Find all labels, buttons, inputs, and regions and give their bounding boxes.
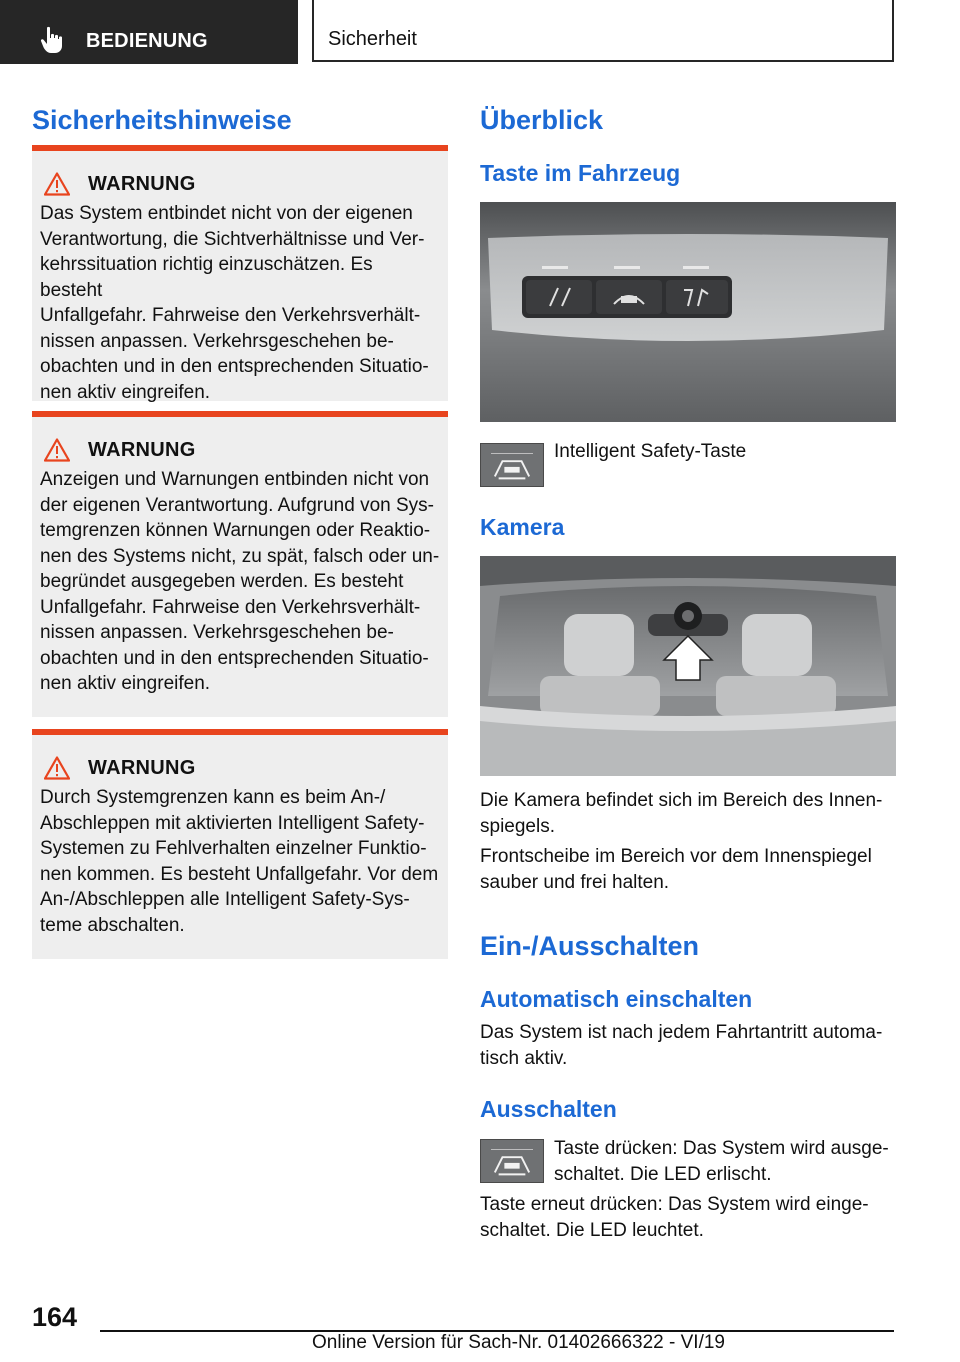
safety-notes-title: Sicherheitshinweise: [32, 105, 292, 135]
section-header-title: Sicherheit: [328, 28, 417, 50]
intelligent-safety-button-icon: [480, 443, 544, 487]
switch-off-text: Taste drücken: Das System wird ausge‐ schaltet. Die LED erlischt.: [554, 1138, 889, 1185]
button-heading: Taste im Fahrzeug: [480, 160, 681, 186]
warning-box: [32, 145, 448, 401]
warning-triangle-icon: [44, 756, 70, 780]
warning-box: [32, 411, 448, 717]
intelligent-safety-button-icon: [480, 1139, 544, 1183]
button-panel-image: [480, 202, 896, 422]
camera-heading: Kamera: [480, 514, 565, 540]
warning-label: WARNUNG: [88, 756, 196, 779]
warning-text: Das System entbindet nicht von der eigenen Verantwortung, die Sichtverhältnisse und Ver‐ kehrssituation richtig einzuschätzen. Es besteht Unfallgefahr. Fahrweise den Verkehrsverhält‐ nissen anpassen. Verkehrsgeschehen be‐ obachten und in den entsprechenden Situatio‐ nen aktiv eingreifen.: [40, 203, 429, 403]
page-header: [0, 0, 960, 64]
warning-heading: [40, 169, 440, 199]
warning-text: Anzeigen und Warnungen entbinden nicht von der eigenen Verantwortung. Aufgrund von Sys‐ temgrenzen können Warnungen oder Reaktio‐ nen des Systems nicht, zu spät, falsch oder un‐ begründet ausgegeben werden. Es besteht Unfallgefahr. Fahrweise den Verkehrsverhält‐ nissen anpassen. Verkehrsgeschehen be‐ obachten und in den entsprechenden Situatio‐ nen aktiv eingreifen.: [40, 469, 440, 694]
warning-label: WARNUNG: [88, 438, 196, 461]
warning-triangle-icon: [44, 172, 70, 196]
chapter-tab: [0, 0, 298, 64]
switch-on-again-text: Taste erneut drücken: Das System wird einge‐ schaltet. Die LED leuchtet.: [480, 1194, 869, 1241]
button-caption: Intelligent Safety-Taste: [554, 441, 747, 462]
auto-on-heading: Automatisch einschalten: [480, 986, 753, 1012]
pointing-hand-icon: [40, 26, 66, 54]
chapter-label: BEDIENUNG: [86, 30, 208, 52]
warning-label: WARNUNG: [88, 172, 196, 195]
warning-triangle-icon: [44, 438, 70, 462]
switch-off-heading: Ausschalten: [480, 1096, 617, 1122]
overview-title: Überblick: [480, 105, 604, 135]
warning-heading: [40, 435, 440, 465]
section-header: [312, 0, 894, 62]
footer-version-text: Online Version für Sach-Nr. 01402666322 - VI/19: [312, 1332, 725, 1353]
page-number: 164: [32, 1302, 78, 1332]
warning-text: Durch Systemgrenzen kann es beim An-/ Abschleppen mit aktivierten Intelligent Safety- Systemen zu Fehlverhalten einzelner Funktio‐ nen kommen. Es besteht Unfallgefahr. Vor dem An-/Abschleppen alle Intelligent Safety-Sys‐ teme abschalten.: [40, 787, 439, 936]
warning-heading: [40, 753, 440, 783]
warning-box: [32, 729, 448, 959]
on-off-title: Ein-/Ausschalten: [480, 931, 700, 961]
camera-clean-text: Frontscheibe im Bereich vor dem Innenspiegel sauber und frei halten.: [480, 846, 872, 893]
camera-location-image: [480, 556, 896, 776]
camera-location-text: Die Kamera befindet sich im Bereich des Innen‐ spiegels.: [480, 790, 883, 837]
auto-on-text: Das System ist nach jedem Fahrtantritt automa‐ tisch aktiv.: [480, 1022, 883, 1069]
